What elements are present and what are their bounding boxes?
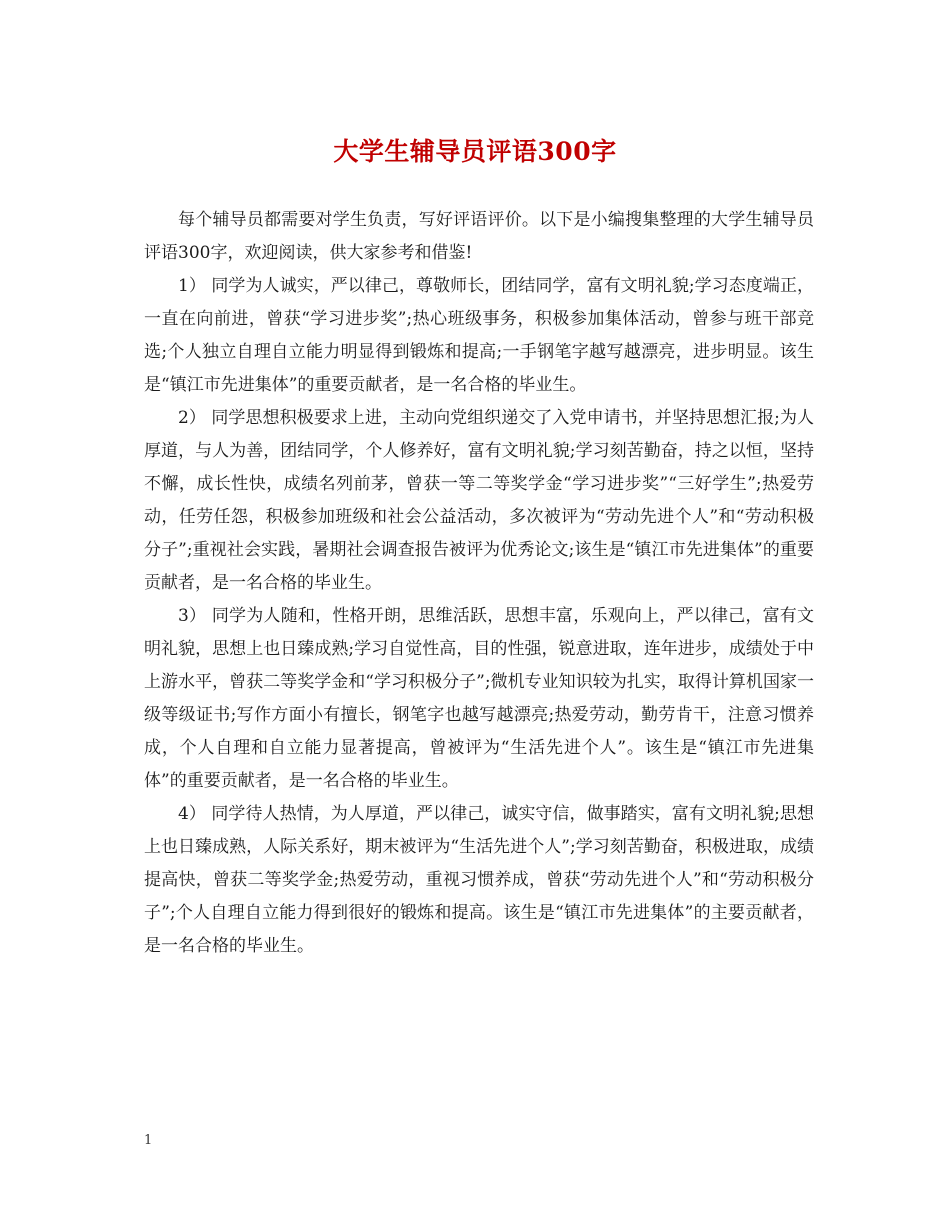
paragraph-comment-1: 1） 同学为人诚实，严以律己，尊敬师长，团结同学，富有文明礼貌;学习态度端正，一直在向前进，曾获“学习进步奖”;热心班级事务，积极参加集体活动，曾参与班干部竞选;个人独立自理自立能力明显得到锻炼和提高;一手钢笔字越写越漂亮，进步明显。该生是“镇江市先进集体”的重要贡献者，是一名合格的毕业生。: [144, 276, 814, 395]
page-number: 1: [144, 1133, 153, 1148]
paragraph-comment-2: 2） 同学思想积极要求上进，主动向党组织递交了入党申请书，并坚持思想汇报;为人厚道，与人为善，团结同学，个人修养好，富有文明礼貌;学习刻苦勤奋，持之以恒，坚持不懈，成长性快，成绩名列前茅，曾获一等二等奖学金“学习进步奖”“三好学生”;热爱劳动，任劳任怨，积极参加班级和社会公益活动，多次被评为“劳动先进个人”和“劳动积极分子”;重视社会实践，暑期社会调查报告被评为优秀论文;该生是“镇江市先进集体”的重要贡献者，是一名合格的毕业生。: [144, 408, 814, 593]
paragraph-comment-4: 4） 同学待人热情，为人厚道，严以律己，诚实守信，做事踏实，富有文明礼貌;思想上也日臻成熟，人际关系好，期末被评为“生活先进个人”;学习刻苦勤奋，积极进取，成绩提高快，曾获二等奖学金;热爱劳动，重视习惯养成，曾获“劳动先进个人”和“劳动积极分子”;个人自理自立能力得到很好的锻炼和提高。该生是“镇江市先进集体”的主要贡献者，是一名合格的毕业生。: [144, 804, 814, 956]
paragraph-intro: 每个辅导员都需要对学生负责，写好评语评价。以下是小编搜集整理的大学生辅导员评语300字，欢迎阅读，供大家参考和借鉴!: [144, 210, 814, 263]
paragraph-comment-3: 3） 同学为人随和，性格开朗，思维活跃，思想丰富，乐观向上，严以律己，富有文明礼貌，思想上也日臻成熟;学习自觉性高，目的性强，锐意进取，连年进步，成绩处于中上游水平，曾获二等奖学金和“学习积极分子”;微机专业知识较为扎实，取得计算机国家一级等级证书;写作方面小有擅长，钢笔字也越写越漂亮;热爱劳动，勤劳肯干，注意习惯养成，个人自理和自立能力显著提高，曾被评为“生活先进个人”。该生是“镇江市先进集体”的重要贡献者，是一名合格的毕业生。: [144, 606, 814, 791]
document-body: [144, 204, 814, 963]
document-title: 大学生辅导员评语300字: [333, 137, 617, 166]
